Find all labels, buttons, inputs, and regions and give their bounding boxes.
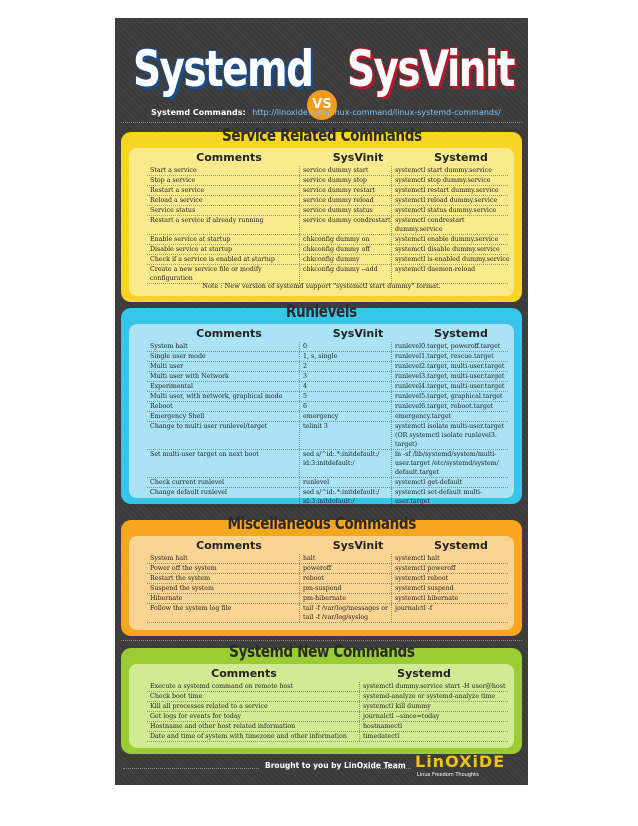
table-cell: Reload a service <box>150 197 203 204</box>
table-rows <box>147 166 508 284</box>
poster-title <box>115 36 528 116</box>
column-header: Systemd <box>397 667 451 680</box>
footer <box>115 752 528 780</box>
table-rows <box>147 682 508 742</box>
column-header: SysVinit <box>332 327 384 340</box>
table-cell: runlevel <box>299 478 391 487</box>
table-cell: Execute a systemd command on remote host <box>150 683 294 690</box>
table-cell: runlevel5.target, graphical.target <box>391 392 511 401</box>
table-cell: Kill all processes related to a service <box>150 703 268 710</box>
table-cell: chkconfig dummy <box>299 255 391 264</box>
table-cell: Service status <box>150 207 196 214</box>
table-cell: journalctl -f <box>391 604 511 622</box>
divider <box>363 768 411 769</box>
table-cell: telinit 3 <box>299 422 391 449</box>
table-cell: chkconfig dummy on <box>299 235 391 244</box>
table-row <box>147 584 508 594</box>
commands-url-link[interactable]: http://linoxide.com/linux-command/linux-systemd-commands/ <box>252 108 501 117</box>
table-row <box>147 342 508 352</box>
table-cell: timedatectl <box>359 732 511 741</box>
table-cell: poweroff <box>299 564 391 573</box>
table-row <box>147 712 508 722</box>
table-row <box>147 412 508 422</box>
column-header: SysVinit <box>332 151 384 164</box>
table-cell: Create a new service file or modify configuration <box>150 266 262 282</box>
table-row <box>147 382 508 392</box>
table-row <box>147 245 508 255</box>
table-cell: Emergency Shell <box>150 413 205 420</box>
commands-label: Systemd Commands: <box>151 108 246 117</box>
column-header: Comments <box>211 667 277 680</box>
table-cell: 1, s, single <box>299 352 391 361</box>
table-row <box>147 186 508 196</box>
table-cell: Enable service at startup <box>150 236 231 243</box>
table-row <box>147 362 508 372</box>
table-cell: systemd-analyze or systemd-analyze time <box>359 692 511 701</box>
table-row <box>147 166 508 176</box>
table-row <box>147 176 508 186</box>
table-cell: systemctl halt <box>391 554 511 563</box>
table-cell: Single user mode <box>150 353 206 360</box>
table-rows <box>147 342 508 507</box>
table-row <box>147 732 508 742</box>
table-cell: runlevel0.target, poweroff.target <box>391 342 511 351</box>
table-cell: Get logs for events for today <box>150 713 242 720</box>
table-cell: journalctl --since=today <box>359 712 511 721</box>
table-cell: systemctl start dummy.service <box>391 166 511 175</box>
table-row <box>147 564 508 574</box>
table-cell: service dummy status <box>299 206 391 215</box>
table-cell: reboot <box>299 574 391 583</box>
table-cell: chkconfig dummy off <box>299 245 391 254</box>
newcmds-panel-title: Systemd New Commands <box>228 642 415 662</box>
table-cell: Follow the system log file <box>150 605 232 612</box>
table-cell: Set multi-user target on next boot <box>150 451 259 458</box>
newcmds-table <box>129 664 514 748</box>
linoxide-logo <box>415 752 519 776</box>
table-cell: 3 <box>299 372 391 381</box>
table-cell: Power off the system <box>150 565 217 572</box>
table-row <box>147 682 508 692</box>
table-cell: Check boot time <box>150 693 203 700</box>
table-row <box>147 422 508 450</box>
table-cell: tail -f /var/log/messages or tail -f /var/log/syslog <box>299 604 391 622</box>
table-row <box>147 574 508 584</box>
table-cell: Disable service at startup <box>150 246 233 253</box>
table-cell: 5 <box>299 392 391 401</box>
table-cell: systemctl set-default multi-user.target <box>391 488 511 506</box>
table-cell: runlevel2.target, multi-user.target <box>391 362 511 371</box>
title-sysvinit: SysVinit <box>347 40 514 98</box>
table-cell: systemctl isolate multi-user.target (OR systemctl isolate runlevel3. target) <box>391 422 511 449</box>
table-cell: Multi user, with network, graphical mode <box>150 393 283 400</box>
table-cell: 0 <box>299 342 391 351</box>
vs-badge: VS <box>307 90 337 120</box>
table-cell: Experimental <box>150 383 193 390</box>
table-cell: systemctl condrestart dummy.service <box>391 216 511 234</box>
table-cell: ln -sf /lib/systemd/system/multi-user.target /etc/systemd/system/ default.target <box>391 450 511 477</box>
logo-tagline: Linux Freedom Thoughts <box>417 772 479 778</box>
column-header: Systemd <box>434 539 488 552</box>
table-row <box>147 402 508 412</box>
table-row <box>147 255 508 265</box>
runlevels-panel <box>121 302 522 505</box>
table-cell: chkconfig dummy --add <box>299 265 391 283</box>
table-cell: 6 <box>299 402 391 411</box>
table-cell: runlevel4.target, multi-user.target <box>391 382 511 391</box>
table-cell: systemctl stop dummy.service <box>391 176 511 185</box>
table-cell: service dummy reload <box>299 196 391 205</box>
column-header: SysVinit <box>332 539 384 552</box>
table-cell: Check if a service is enabled at startup <box>150 256 275 263</box>
table-row <box>147 352 508 362</box>
table-cell: service dummy stop <box>299 176 391 185</box>
table-cell: Start a service <box>150 167 197 174</box>
table-rows <box>147 554 508 623</box>
table-cell: Reboot <box>150 403 173 410</box>
table-cell: Hostname and other host related information <box>150 723 296 730</box>
table-cell: Stop a service <box>150 177 196 184</box>
table-row <box>147 594 508 604</box>
table-cell: systemctl is-enabled dummy.service <box>391 255 511 264</box>
table-cell: 4 <box>299 382 391 391</box>
table-cell: systemctl restart dummy.service <box>391 186 511 195</box>
table-row <box>147 450 508 478</box>
column-header: Systemd <box>434 327 488 340</box>
table-row <box>147 206 508 216</box>
divider <box>123 768 259 769</box>
service-panel <box>121 126 522 302</box>
table-cell: Change to multi user runlevel/target <box>150 423 268 430</box>
commands-link-line <box>151 108 501 117</box>
table-cell: service dummy condrestart <box>299 216 391 234</box>
table-cell: emergency.target <box>391 412 511 421</box>
table-cell: pm-suspend <box>299 584 391 593</box>
table-row <box>147 196 508 206</box>
table-cell: Restart a service if already running <box>150 217 264 224</box>
table-cell: service dummy restart <box>299 186 391 195</box>
column-header: Comments <box>196 151 262 164</box>
table-row <box>147 216 508 235</box>
table-cell: runlevel1.target, rescue.target <box>391 352 511 361</box>
divider <box>121 640 522 641</box>
divider <box>121 122 522 123</box>
table-cell: System halt <box>150 343 188 350</box>
table-cell: Hibernate <box>150 595 183 602</box>
column-header: Comments <box>196 539 262 552</box>
table-cell: systemctl daemon-reload <box>391 265 511 283</box>
table-cell: systemctl dummy.service start -H user@host <box>359 682 511 691</box>
table-row <box>147 604 508 623</box>
title-systemd: Systemd <box>133 40 313 98</box>
brought-by-text: Brought to you by LinOxide Team <box>265 761 406 770</box>
table-cell: service dummy start <box>299 166 391 175</box>
table-cell: runlevel6.target, reboot.target <box>391 402 511 411</box>
table-cell: systemctl reboot <box>391 574 511 583</box>
table-cell: emergency <box>299 412 391 421</box>
table-cell: systemctl kill dummy <box>359 702 511 711</box>
table-cell: System halt <box>150 555 188 562</box>
table-cell: hostnamectl <box>359 722 511 731</box>
table-cell: sed s/^id:.*:initdefault:/ id:3:initdefault:/ <box>299 488 391 506</box>
newcmds-panel <box>121 642 522 754</box>
table-cell: systemctl reload dummy.service <box>391 196 511 205</box>
table-cell: Multi user with Network <box>150 373 229 380</box>
table-row <box>147 372 508 382</box>
table-cell: Restart the system <box>150 575 211 582</box>
table-cell: systemctl get-default <box>391 478 511 487</box>
table-cell: systemctl hibernate <box>391 594 511 603</box>
runlevels-panel-title: Runlevels <box>286 302 357 322</box>
table-cell: Date and time of system with timezone and other information <box>150 733 347 740</box>
table-row <box>147 554 508 564</box>
table-cell: systemctl enable dummy.service <box>391 235 511 244</box>
table-row <box>147 392 508 402</box>
table-row <box>147 488 508 507</box>
logo-name: LinOXiDE <box>415 752 506 771</box>
infographic-poster <box>115 18 528 785</box>
misc-panel <box>121 514 522 636</box>
table-cell: halt <box>299 554 391 563</box>
table-cell: runlevel3.target, multi-user.target <box>391 372 511 381</box>
table-cell: Check current runlevel <box>150 479 225 486</box>
table-cell: systemctl status dummy.service <box>391 206 511 215</box>
table-cell: 2 <box>299 362 391 371</box>
service-panel-title: Service Related Commands <box>221 126 422 146</box>
table-cell: Multi user <box>150 363 184 370</box>
table-row <box>147 478 508 488</box>
table-row <box>147 702 508 712</box>
misc-panel-title: Miscellaneous Commands <box>227 514 416 534</box>
column-header: Systemd <box>434 151 488 164</box>
table-cell: systemctl suspend <box>391 584 511 593</box>
column-header: Comments <box>196 327 262 340</box>
table-row <box>147 692 508 702</box>
table-row <box>147 235 508 245</box>
table-cell: sed s/^id:.*:initdefault:/ id:3:initdefault:/ <box>299 450 391 477</box>
table-cell: systemctl poweroff <box>391 564 511 573</box>
service-table <box>129 148 514 296</box>
runlevels-table <box>129 324 514 505</box>
table-cell: Change default runlevel <box>150 489 228 496</box>
table-cell: Restart a service <box>150 187 205 194</box>
table-row <box>147 722 508 732</box>
misc-table <box>129 536 514 630</box>
service-note: Note : New version of systemd support "systemctl start dummy" format. <box>202 282 441 290</box>
table-cell: Suspend the system <box>150 585 215 592</box>
table-cell: systemctl disable dummy.service <box>391 245 511 254</box>
table-cell: pm-hibernate <box>299 594 391 603</box>
